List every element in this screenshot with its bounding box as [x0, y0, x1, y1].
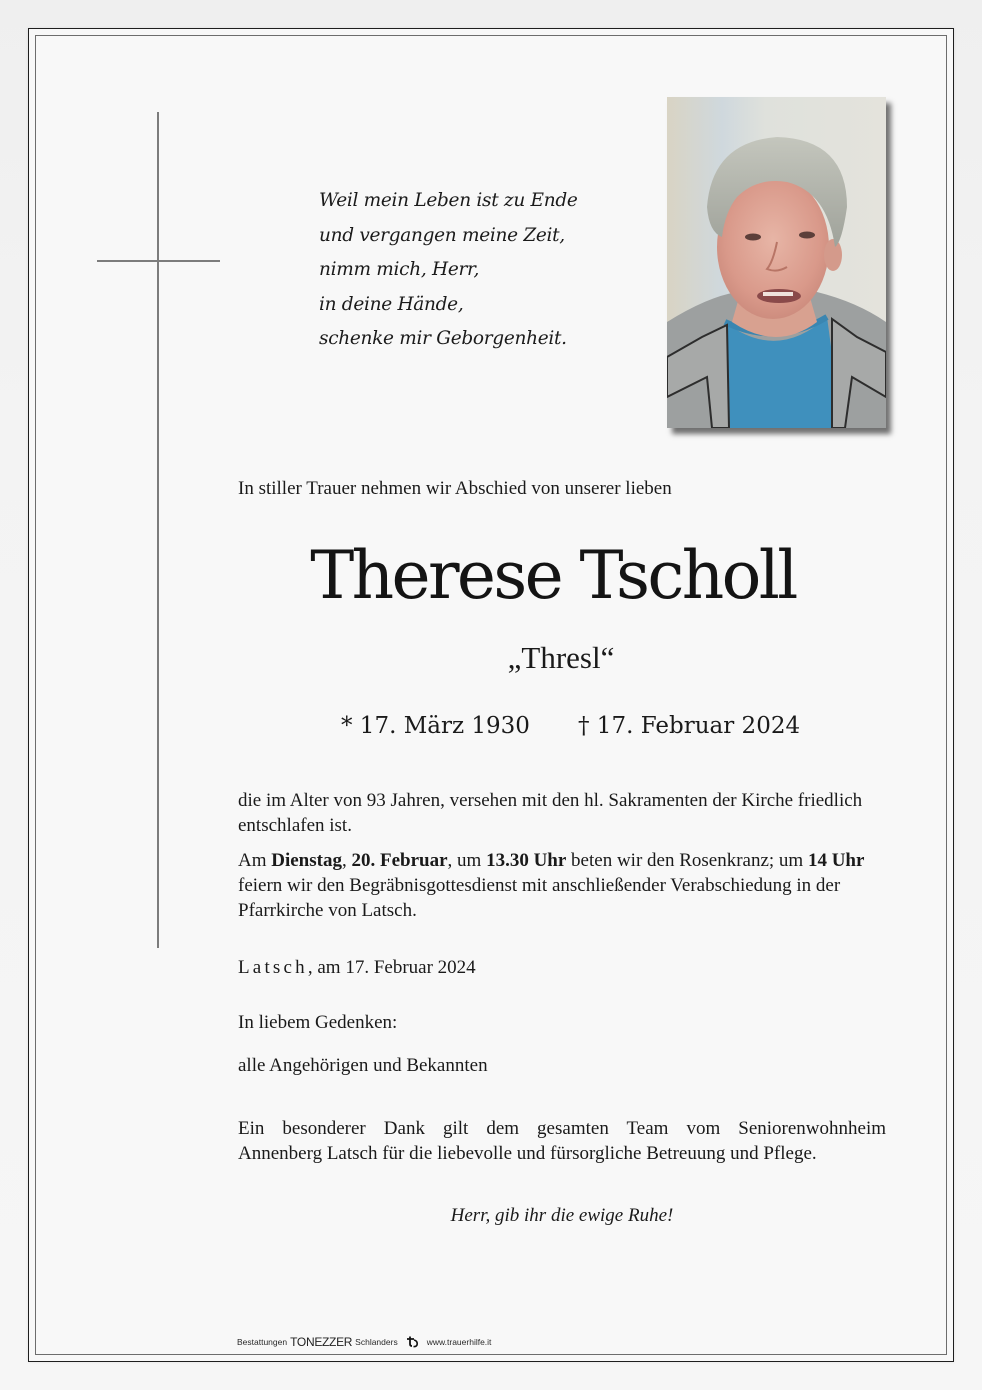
poem-line: Weil mein Leben ist zu Ende — [319, 190, 578, 211]
website-link[interactable]: www.trauerhilfe.it — [426, 1337, 492, 1347]
service-details — [238, 848, 888, 923]
footer-prefix: Bestattungen — [237, 1337, 288, 1347]
poem-line: nimm mich, Herr, — [319, 259, 480, 280]
mourners: alle Angehörigen und Bekannten — [238, 1055, 488, 1076]
place-name: Latsch — [238, 957, 308, 978]
passing-text: die im Alter von 93 Jahren, versehen mit den hl. Sakramenten der Kirche friedlich entschlafen ist. — [238, 790, 863, 836]
service-text: feiern wir den Begräbnisgottesdienst mit anschließender Verabschiedung in der Pfarrkirche von Latsch. — [238, 875, 841, 921]
memory-label: In liebem Gedenken: — [238, 1012, 398, 1033]
service-day: Dienstag — [271, 850, 342, 871]
funeral-home-brand: TONEZZER — [290, 1335, 353, 1349]
poem-line: schenke mir Geborgenheit. — [319, 328, 567, 349]
service-text: beten wir den Rosenkranz; um — [566, 850, 808, 871]
notice-date: , am 17. Februar 2024 — [307, 957, 476, 978]
portrait-photo — [667, 97, 886, 428]
cross-icon-vertical-bar — [157, 112, 159, 948]
thanks-text — [238, 1116, 886, 1166]
footer — [237, 1335, 491, 1349]
rosary-time: 13.30 Uhr — [486, 850, 567, 871]
footer-city: Schlanders — [355, 1337, 398, 1347]
poem-line: in deine Hände, — [319, 293, 464, 315]
service-date: 20. Februar — [351, 850, 448, 871]
trauerhilfe-logo-icon — [405, 1336, 419, 1348]
portrait-image — [667, 97, 886, 428]
cross-icon-horizontal-bar — [97, 260, 220, 262]
service-text: , — [341, 850, 352, 871]
poem-line: und vergangen meine Zeit, — [319, 224, 565, 246]
deceased-name: Therese Tscholl — [310, 537, 796, 614]
service-text: , um — [447, 850, 487, 871]
service-text: Am — [238, 850, 272, 871]
closing-prayer: Herr, gib ihr die ewige Ruhe! — [450, 1205, 674, 1226]
thanks-line: Ein besonderer Dank gilt dem gesamten Team vom Seniorenwohnheim — [238, 1118, 886, 1139]
deceased-nickname: „Thresl“ — [507, 640, 615, 675]
intro-text: In stiller Trauer nehmen wir Abschied von unserer lieben — [238, 478, 672, 499]
birth-date: * 17. März 1930 — [341, 713, 530, 739]
place-and-date — [238, 955, 888, 980]
thanks-line: Annenberg Latsch für die liebevolle und fürsorgliche Betreuung und Pflege. — [238, 1143, 817, 1164]
poem — [319, 184, 578, 357]
death-date: † 17. Februar 2024 — [578, 713, 801, 739]
funeral-time: 14 Uhr — [807, 850, 865, 871]
